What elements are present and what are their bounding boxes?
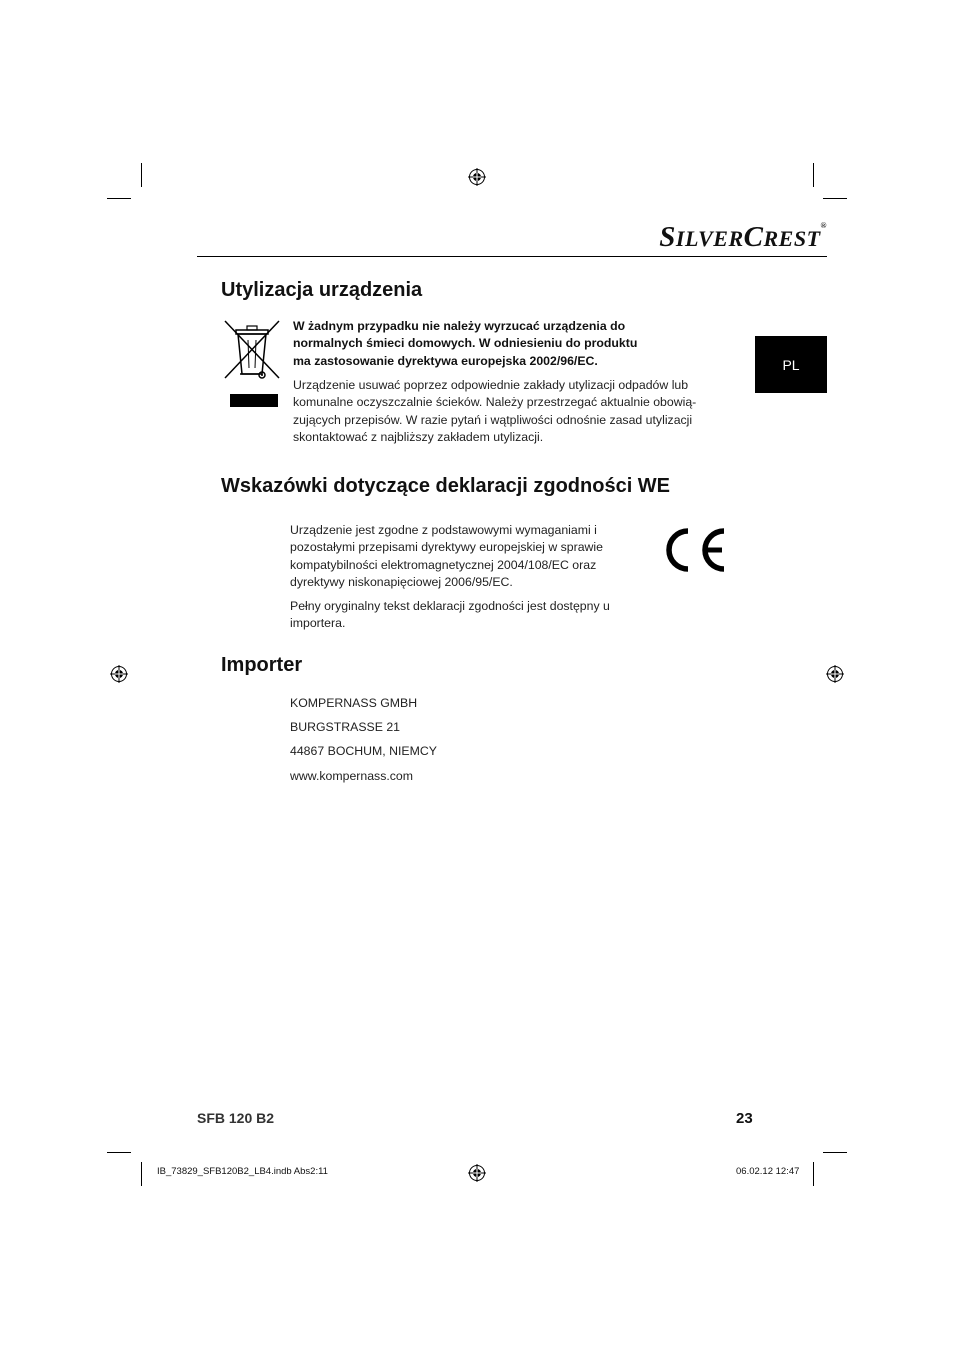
crop-mark-top-right-h (823, 198, 847, 199)
importer-city: 44867 BOCHUM, NIEMCY (290, 744, 437, 758)
registration-mark-icon (826, 665, 844, 683)
crop-mark-top-left-v (141, 163, 142, 187)
importer-website: www.kompernass.com (290, 769, 414, 783)
print-slug-file: IB_73829_SFB120B2_LB4.indb Abs2:11 (157, 1166, 328, 1177)
footer-model-number: SFB 120 B2 (197, 1110, 275, 1126)
crop-mark-top-right-v (813, 163, 814, 187)
registration-mark-icon (110, 665, 128, 683)
section-title-importer: Importer (221, 654, 303, 676)
crop-mark-top-left-h (107, 198, 131, 199)
conformity-statement: Urządzenie jest zgodne z podstawowymi wymaganiami i pozostałymi przepisami dyrektywy europejskiej w sprawie kompatybilności elektromagnetycznej 2004/108/EC oraz dyrektywy niskonapięciowej 2006/95/EC. (290, 523, 604, 589)
registration-mark-icon (468, 1164, 486, 1182)
crossed-out-wheelie-bin-icon (222, 318, 282, 408)
section-title-disposal: Utylizacja urządzenia (221, 279, 423, 301)
crop-mark-bottom-left-h (107, 1152, 131, 1153)
section-title-conformity: Wskazówki dotyczące deklaracji zgodności WE (221, 475, 671, 497)
disposal-warning: W żadnym przypadku nie należy wyrzucać urządzenia do normalnych śmieci domowych. W odniesieniu do produktu ma zastosowanie dyrektywa europejska 2002/96/EC. (293, 319, 638, 368)
crop-mark-bottom-right-h (823, 1152, 847, 1153)
brand-logo: SILVERCREST® (659, 221, 827, 253)
registration-mark-icon (468, 168, 486, 186)
language-tab: PL (755, 336, 827, 393)
importer-company: KOMPERNASS GMBH (290, 696, 418, 710)
header-divider (197, 256, 827, 257)
importer-street: BURGSTRASSE 21 (290, 720, 401, 734)
ce-mark-icon (658, 525, 728, 575)
crop-mark-bottom-left-v (141, 1162, 142, 1186)
crop-mark-bottom-right-v (813, 1162, 814, 1186)
print-slug-date: 06.02.12 12:47 (736, 1166, 800, 1177)
disposal-instructions: Urządzenie usuwać poprzez odpowiednie zakłady utylizacji odpadów lub komunalne oczyszczalnie ścieków. Należy przestrzegać aktualnie obowią- zujących przepisów. W razie pytań i wątpliwości odnośnie zasad utylizacji skontaktować z najbliższy zakładem utylizacji. (293, 378, 697, 444)
conformity-availability: Pełny oryginalny tekst deklaracji zgodności jest dostępny u importera. (290, 599, 610, 631)
page-number: 23 (736, 1110, 753, 1127)
